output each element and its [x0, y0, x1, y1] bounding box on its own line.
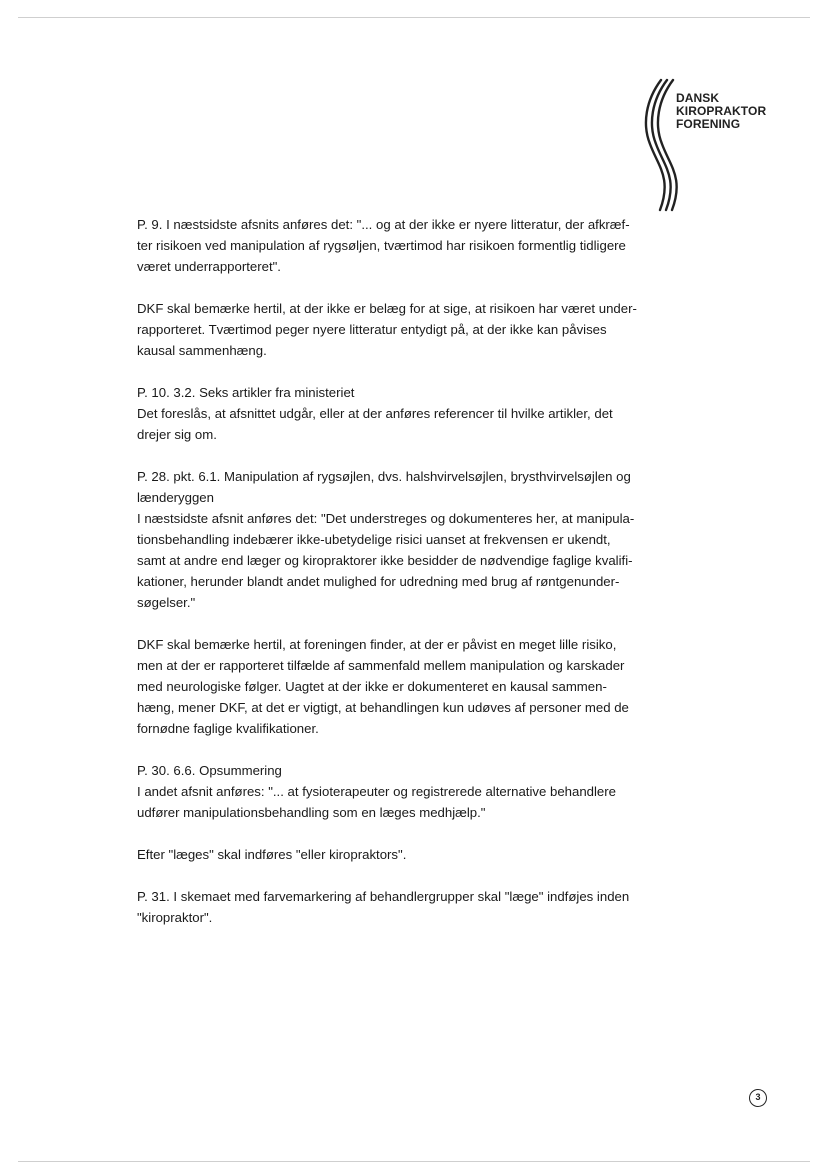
text-line: I andet afsnit anføres: "... at fysioterapeuter og registrerede alternative behandlere	[137, 784, 616, 799]
paragraph-p30	[137, 760, 677, 823]
text-line: Efter "læges" skal indføres "eller kiropraktors".	[137, 847, 407, 862]
text-line: Det foreslås, at afsnittet udgår, eller at der anføres referencer til hvilke artikler, det	[137, 406, 613, 421]
text-line: P. 9. I næstsidste afsnits anføres det: "... og at der ikke er nyere litteratur, der afkræf-	[137, 217, 630, 232]
paragraph-p10	[137, 382, 677, 445]
logo-line-1: DANSK	[676, 91, 720, 105]
scan-edge-bottom	[18, 1161, 810, 1162]
text-line: været underrapporteret".	[137, 259, 281, 274]
text-line: DKF skal bemærke hertil, at foreningen finder, at der er påvist en meget lille risiko,	[137, 637, 617, 652]
text-line: I næstsidste afsnit anføres det: "Det understreges og dokumenteres her, at manipula-	[137, 511, 635, 526]
text-line: DKF skal bemærke hertil, at der ikke er belæg for at sige, at risikoen har været under-	[137, 301, 637, 316]
text-line: samt at andre end læger og kiropraktorer ikke besidder de nødvendige faglige kvalifi-	[137, 553, 633, 568]
text-line: P. 28. pkt. 6.1. Manipulation af rygsøjlen, dvs. halshvirvelsøjlen, brysthvirvelsøjlen og	[137, 469, 631, 484]
text-line: P. 10. 3.2. Seks artikler fra ministeriet	[137, 385, 355, 400]
text-line: udfører manipulationsbehandling som en læges medhjælp."	[137, 805, 486, 820]
text-line: tionsbehandling indebærer ikke-ubetydelige risici uanset at frekvensen er ukendt,	[137, 532, 611, 547]
text-line: fornødne faglige kvalifikationer.	[137, 721, 319, 736]
paragraph-insert-note	[137, 844, 677, 865]
page-number-badge: 3	[749, 1089, 767, 1107]
text-line: P. 31. I skemaet med farvemarkering af behandlergrupper skal "læge" indføjes inden	[137, 889, 630, 904]
document-body	[137, 214, 677, 949]
text-line: søgelser."	[137, 595, 196, 610]
text-line: lænderyggen	[137, 490, 214, 505]
text-line: hæng, mener DKF, at det er vigtigt, at behandlingen kun udøves af personer med de	[137, 700, 629, 715]
dkf-logo	[632, 78, 782, 214]
text-line: men at der er rapporteret tilfælde af sammenfald mellem manipulation og karskader	[137, 658, 625, 673]
text-line: kationer, herunder blandt andet mulighed for udredning med brug af røntgenunder-	[137, 574, 620, 589]
paragraph-p9	[137, 214, 677, 277]
text-line: rapporteret. Tværtimod peger nyere litteratur entydigt på, at der ikke kan påvises	[137, 322, 607, 337]
logo-text	[676, 92, 766, 131]
text-line: med neurologiske følger. Uagtet at der ikke er dokumenteret en kausal sammen-	[137, 679, 607, 694]
text-line: ter risikoen ved manipulation af rygsøljen, tværtimod har risikoen formentlig tidligere	[137, 238, 626, 253]
logo-line-2: KIROPRAKTOR	[676, 104, 767, 118]
paragraph-p31	[137, 886, 677, 928]
paragraph-dkf-comment-1	[137, 298, 677, 361]
text-line: kausal sammenhæng.	[137, 343, 267, 358]
scan-edge-top	[18, 17, 810, 18]
paragraph-dkf-comment-2	[137, 634, 677, 739]
paragraph-p28	[137, 466, 677, 613]
text-line: drejer sig om.	[137, 427, 217, 442]
text-line: "kiropraktor".	[137, 910, 213, 925]
text-line: P. 30. 6.6. Opsummering	[137, 763, 282, 778]
logo-line-3: FORENING	[676, 117, 741, 131]
